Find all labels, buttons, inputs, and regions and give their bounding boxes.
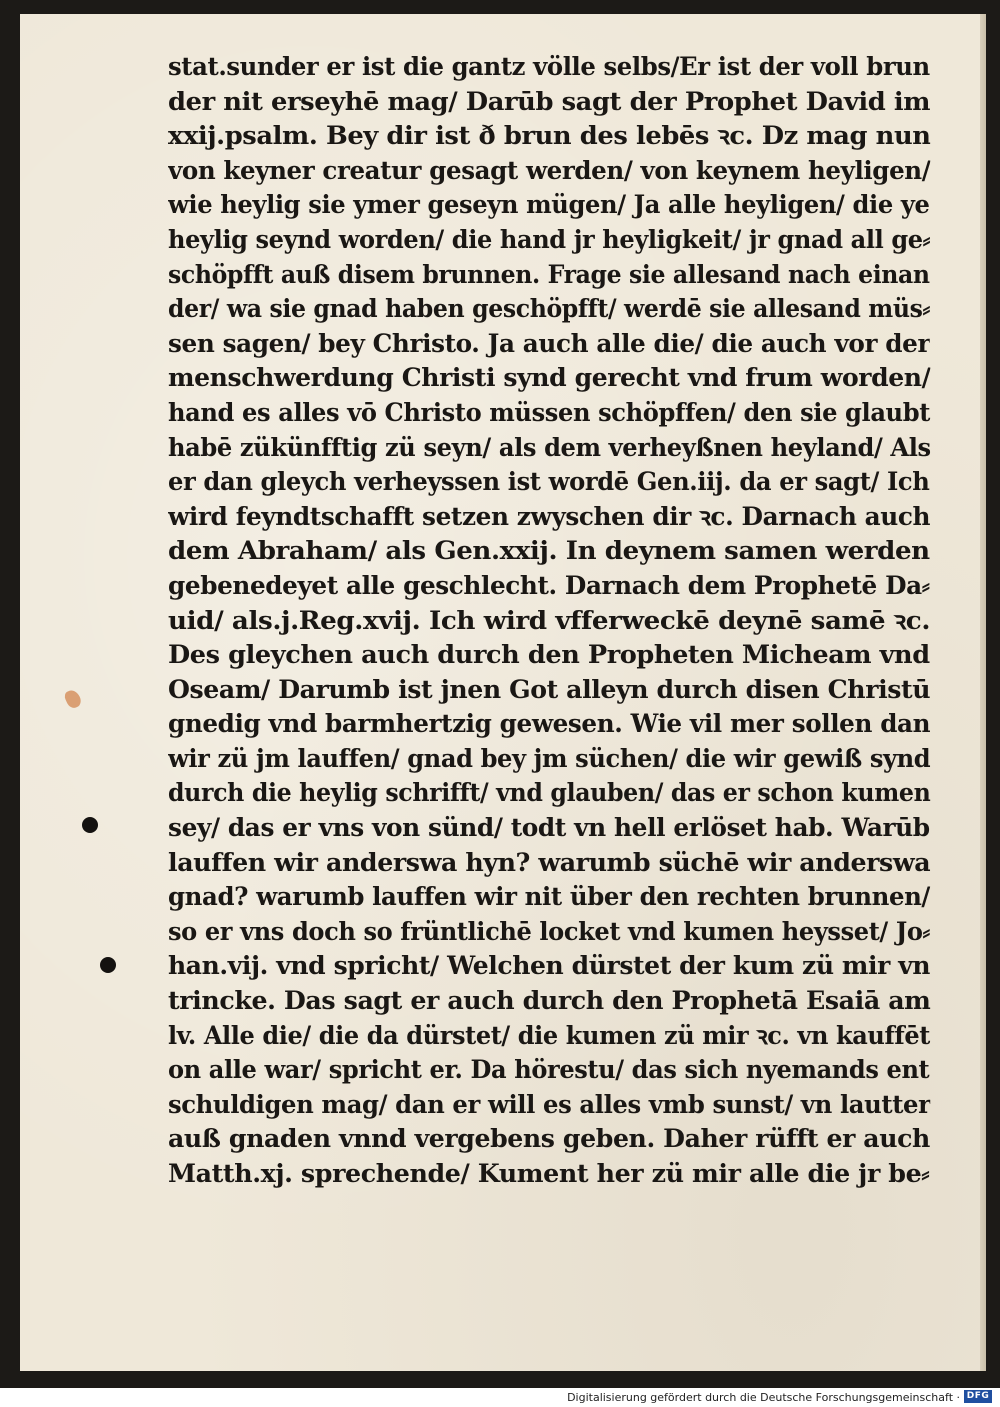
text-line: habē zükünfftig zü seyn/ als dem verheyßnen heyland/ Als <box>168 432 931 462</box>
text-line: heylig seynd worden/ die hand jr heyligkeit/ jr gnad all ge⸗ <box>168 224 930 254</box>
text-line: wie heylig sie ymer geseyn mügen/ Ja alle heyligen/ die ye <box>168 190 930 220</box>
footer-bar <box>0 1388 1000 1407</box>
funding-credit: Digitalisierung gefördert durch die Deutsche Forschungsgemeinschaft · <box>567 1391 960 1404</box>
text-line: lauffen wir anderswa hyn? warumb süchē wir anderswa <box>168 847 931 877</box>
text-line: menschwerdung Christi synd gerecht vnd frum worden/ <box>168 363 931 393</box>
text-line: on alle war/ spricht er. Da hörestu/ das sich nyemands ent <box>168 1055 930 1085</box>
text-line: wir zü jm lauffen/ gnad bey jm süchen/ die wir gewiß synd <box>168 743 931 773</box>
text-line: gnedig vnd barmhertzig gewesen. Wie vil mer sollen dan <box>168 709 931 739</box>
text-line: lv. Alle die/ die da dürstet/ die kumen zü mir ꝛc. vn kauffēt <box>168 1020 930 1050</box>
text-line: gebenedeyet alle geschlecht. Darnach dem Prophetē Da⸗ <box>168 570 930 600</box>
text-line: uid/ als.j.Reg.xvij. Ich wird vfferweckē deynē samē ꝛc. <box>168 605 930 635</box>
text-line: trincke. Das sagt er auch durch den Prophetā Esaiā am <box>168 986 931 1016</box>
text-line: Des gleychen auch durch den Propheten Micheam vnd <box>168 640 930 670</box>
text-line: er dan gleych verheyssen ist wordē Gen.iij. da er sagt/ Ich <box>168 467 930 497</box>
page-text <box>168 50 930 1192</box>
text-line: han.vij. vnd spricht/ Welchen dürstet der kum zü mir vn <box>168 951 930 981</box>
text-line: stat.sunder er ist die gantz völle selbs/Er ist der voll brun <box>168 52 930 81</box>
text-line: hand es alles vō Christo müssen schöpffen/ den sie glaubt <box>168 397 930 427</box>
dfg-logo: DFG <box>964 1390 992 1403</box>
text-line: von keyner creatur gesagt werden/ von keynem heyligen/ <box>168 155 931 185</box>
text-line: Oseam/ Darumb ist jnen Got alleyn durch disen Christū <box>168 674 931 704</box>
text-line: schuldigen mag/ dan er will es alles vmb sunst/ vn lautter <box>168 1089 931 1119</box>
text-line: der/ wa sie gnad haben geschöpfft/ werdē sie allesand müs⸗ <box>168 294 930 324</box>
text-line: sen sagen/ bey Christo. Ja auch alle die/ die auch vor der <box>168 328 930 358</box>
text-line: sey/ das er vns von sünd/ todt vn hell erlöset hab. Warūb <box>168 813 930 843</box>
text-line: auß gnaden vnnd vergebens geben. Daher rüfft er auch <box>168 1124 930 1154</box>
text-line: so er vns doch so früntlichē locket vnd kumen heysset/ Jo⸗ <box>168 916 930 946</box>
text-line: xxij.psalm. Bey dir ist ð brun des lebēs ꝛc. Dz mag nun <box>168 121 931 151</box>
margin-mark <box>82 817 98 833</box>
text-line: wird feyndtschafft setzen zwyschen dir ꝛc. Darnach auch <box>168 501 931 531</box>
text-line: dem Abraham/ als Gen.xxij. In deynem samen werden <box>168 536 930 566</box>
text-line: der nit erseyhē mag/ Darūb sagt der Prophet David im <box>168 86 931 116</box>
text-line: gnad? warumb lauffen wir nit über den rechten brunnen/ <box>168 882 930 912</box>
text-line: durch die heylig schrifft/ vnd glauben/ das er schon kumen <box>168 778 931 808</box>
text-line: schöpfft auß disem brunnen. Frage sie allesand nach einan <box>168 259 930 289</box>
text-line: Matth.xj. sprechende/ Kument her zü mir alle die jr be⸗ <box>168 1159 930 1188</box>
margin-mark <box>100 957 116 973</box>
page-edge <box>980 14 986 1371</box>
